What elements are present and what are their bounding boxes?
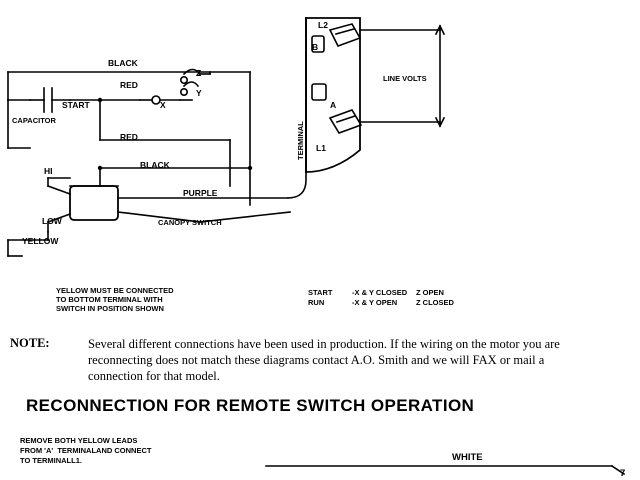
label-black-mid: BLACK	[140, 160, 170, 170]
yellow-note-line-1: YELLOW MUST BE CONNECTED	[56, 286, 174, 295]
label-purple: PURPLE	[183, 188, 218, 198]
bottom-instruction-line-1: REMOVE BOTH YELLOW LEADS	[20, 436, 138, 445]
table-row-start-mode: START	[308, 288, 333, 297]
label-canopy-switch: CANOPY SWITCH	[158, 218, 222, 227]
table-row-run-mode: RUN	[308, 298, 325, 307]
label-capacitor: CAPACITOR	[12, 116, 56, 125]
table-row-start-cond1: -X & Y CLOSED	[352, 288, 408, 297]
yellow-note-line-3: SWITCH IN POSITION SHOWN	[56, 304, 164, 313]
note-paragraph: Several different connections have been used in production. If the wiring on the motor you are reconnecting does not match these diagrams contact A.O. Smith and we will FAX or mail a connection for that model.	[88, 337, 560, 383]
table-row-run-cond2: Z CLOSED	[416, 298, 454, 307]
page-title: RECONNECTION FOR REMOTE SWITCH OPERATION	[26, 396, 475, 415]
label-b: B	[312, 42, 319, 52]
label-z: Z	[196, 68, 202, 78]
label-hi: HI	[44, 166, 53, 176]
label-line-volts: LINE VOLTS	[383, 74, 427, 83]
note-label: NOTE:	[10, 336, 50, 350]
label-start: START	[62, 100, 90, 110]
table-row-run-cond1: -X & Y OPEN	[352, 298, 398, 307]
label-low: LOW	[42, 216, 62, 226]
label-l2: L2	[318, 20, 328, 30]
bottom-instruction-line-2: FROM 'A' TERMINALAND CONNECT	[20, 446, 152, 455]
label-red-mid: RED	[120, 132, 138, 142]
label-red-top: RED	[120, 80, 138, 90]
page-number: 7	[620, 468, 626, 479]
label-a: A	[330, 100, 337, 110]
yellow-note-line-2: TO BOTTOM TERMINAL WITH	[56, 295, 163, 304]
label-l1: L1	[316, 143, 326, 153]
table-row-start-cond2: Z OPEN	[416, 288, 444, 297]
label-terminal: TERMINAL	[296, 121, 305, 160]
label-y: Y	[196, 88, 202, 98]
label-x: X	[160, 100, 166, 110]
label-white: WHITE	[452, 452, 483, 463]
bottom-instruction-line-3: TO TERMINALL1.	[20, 456, 82, 465]
label-black-top: BLACK	[108, 58, 138, 68]
label-yellow: YELLOW	[22, 236, 59, 246]
